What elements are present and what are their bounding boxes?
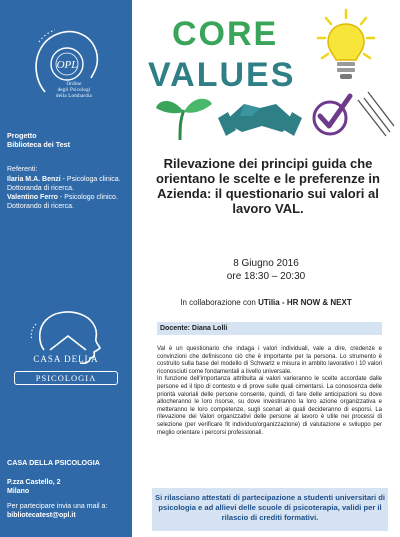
- referent-2: Valentino Ferro - Psicologo clinico. Dottorando di ricerca.: [7, 194, 118, 210]
- contact-info: Per partecipare invia una mail a: bibliotecatest@opl.it: [7, 502, 129, 520]
- hero-word-core: CORE: [172, 15, 279, 53]
- event-datetime: [132, 257, 400, 283]
- description-paragraph-1: Val è un questionario che indaga i valori individuali, vale a dire, credenze e convinzioni che definiscono ciò che è importante per la persona. Lo strumento è costruito sulla base del modello di Schwartz e misura in ambito lavorativo i 10 valori riconosciuti come fondamentali a livello universale.: [157, 346, 382, 375]
- sprout-icon: [156, 99, 212, 140]
- referents: Referenti: Ilaria M.A. Benzi - Psicologa clinica. Dottoranda di ricerca. Valentino Ferro - Psicologo clinico. Dottorando di ricerca.: [7, 165, 129, 211]
- main-content: [132, 0, 400, 537]
- project-label: Progetto Biblioteca dei Test: [7, 131, 70, 149]
- event-date: 8 Giugno 2016: [233, 258, 299, 269]
- casa-logo-top-text: CASA DELLA: [33, 354, 99, 364]
- contact-email[interactable]: bibliotecatest@opl.it: [7, 512, 76, 519]
- event-title: Rilevazione dei principi guida che orientano le scelte e le preferenze in Azienda: il questionario sui valori al lavoro VAL.: [156, 156, 380, 216]
- hero-word-values: VALUES: [148, 56, 296, 94]
- core-values-illustration: [132, 0, 400, 148]
- description: [157, 346, 382, 437]
- handshake-icon: [218, 104, 302, 136]
- casa-logo-banner: PSICOLOGIA: [14, 371, 118, 385]
- sidebar: [0, 0, 132, 537]
- venue-name: CASA DELLA PSICOLOGIA: [7, 458, 100, 467]
- description-paragraph-2: In funzione dell'importanza attribuita ai valori varieranno le scelte accordate dalle persone ed il tipo di contesto e di prove sulle quali cimentarsi. La conoscenza delle priorità valoriali delle persone consente, quindi, di fare delle anticipazioni su dove allocheranno le loro risorse, su dove investiranno la loro azione organizzativa e metteranno le loro competenze, sugli scenari ai quali decideranno di esporsi. La rilevazione dei Valori organizzativi delle persone al lavoro è utile nei processi di selezione (per verificare fit individuo/organizzazione) di valutazione e sviluppo per meglio orientare i percorsi professionali.: [157, 376, 382, 436]
- collaboration-line: In collaborazione con UTilia - HR NOW & NEXT: [180, 298, 352, 307]
- event-time: ore 18:30 – 20:30: [226, 271, 306, 282]
- opl-org-name: Ordine degli Psicologi della Lombardia: [56, 82, 92, 99]
- referent-1: Ilaria M.A. Benzi - Psicologa clinica. Dottoranda di ricerca.: [7, 176, 121, 192]
- check-circle-icon: [314, 96, 350, 134]
- lightbulb-icon: [318, 10, 374, 79]
- pens-icon: [358, 92, 394, 136]
- credits-notice: Si rilasciano attestati di partecipazione a studenti universitari di psicologia e ad allievi delle scuole di psicoterapia, validi per il rilascio di crediti formativi.: [152, 488, 388, 531]
- opl-logo-text: OPL: [56, 59, 78, 71]
- venue-address: P.zza Castello, 2 Milano: [7, 479, 61, 495]
- teacher-bar: Docente: Diana Lolli: [157, 322, 382, 335]
